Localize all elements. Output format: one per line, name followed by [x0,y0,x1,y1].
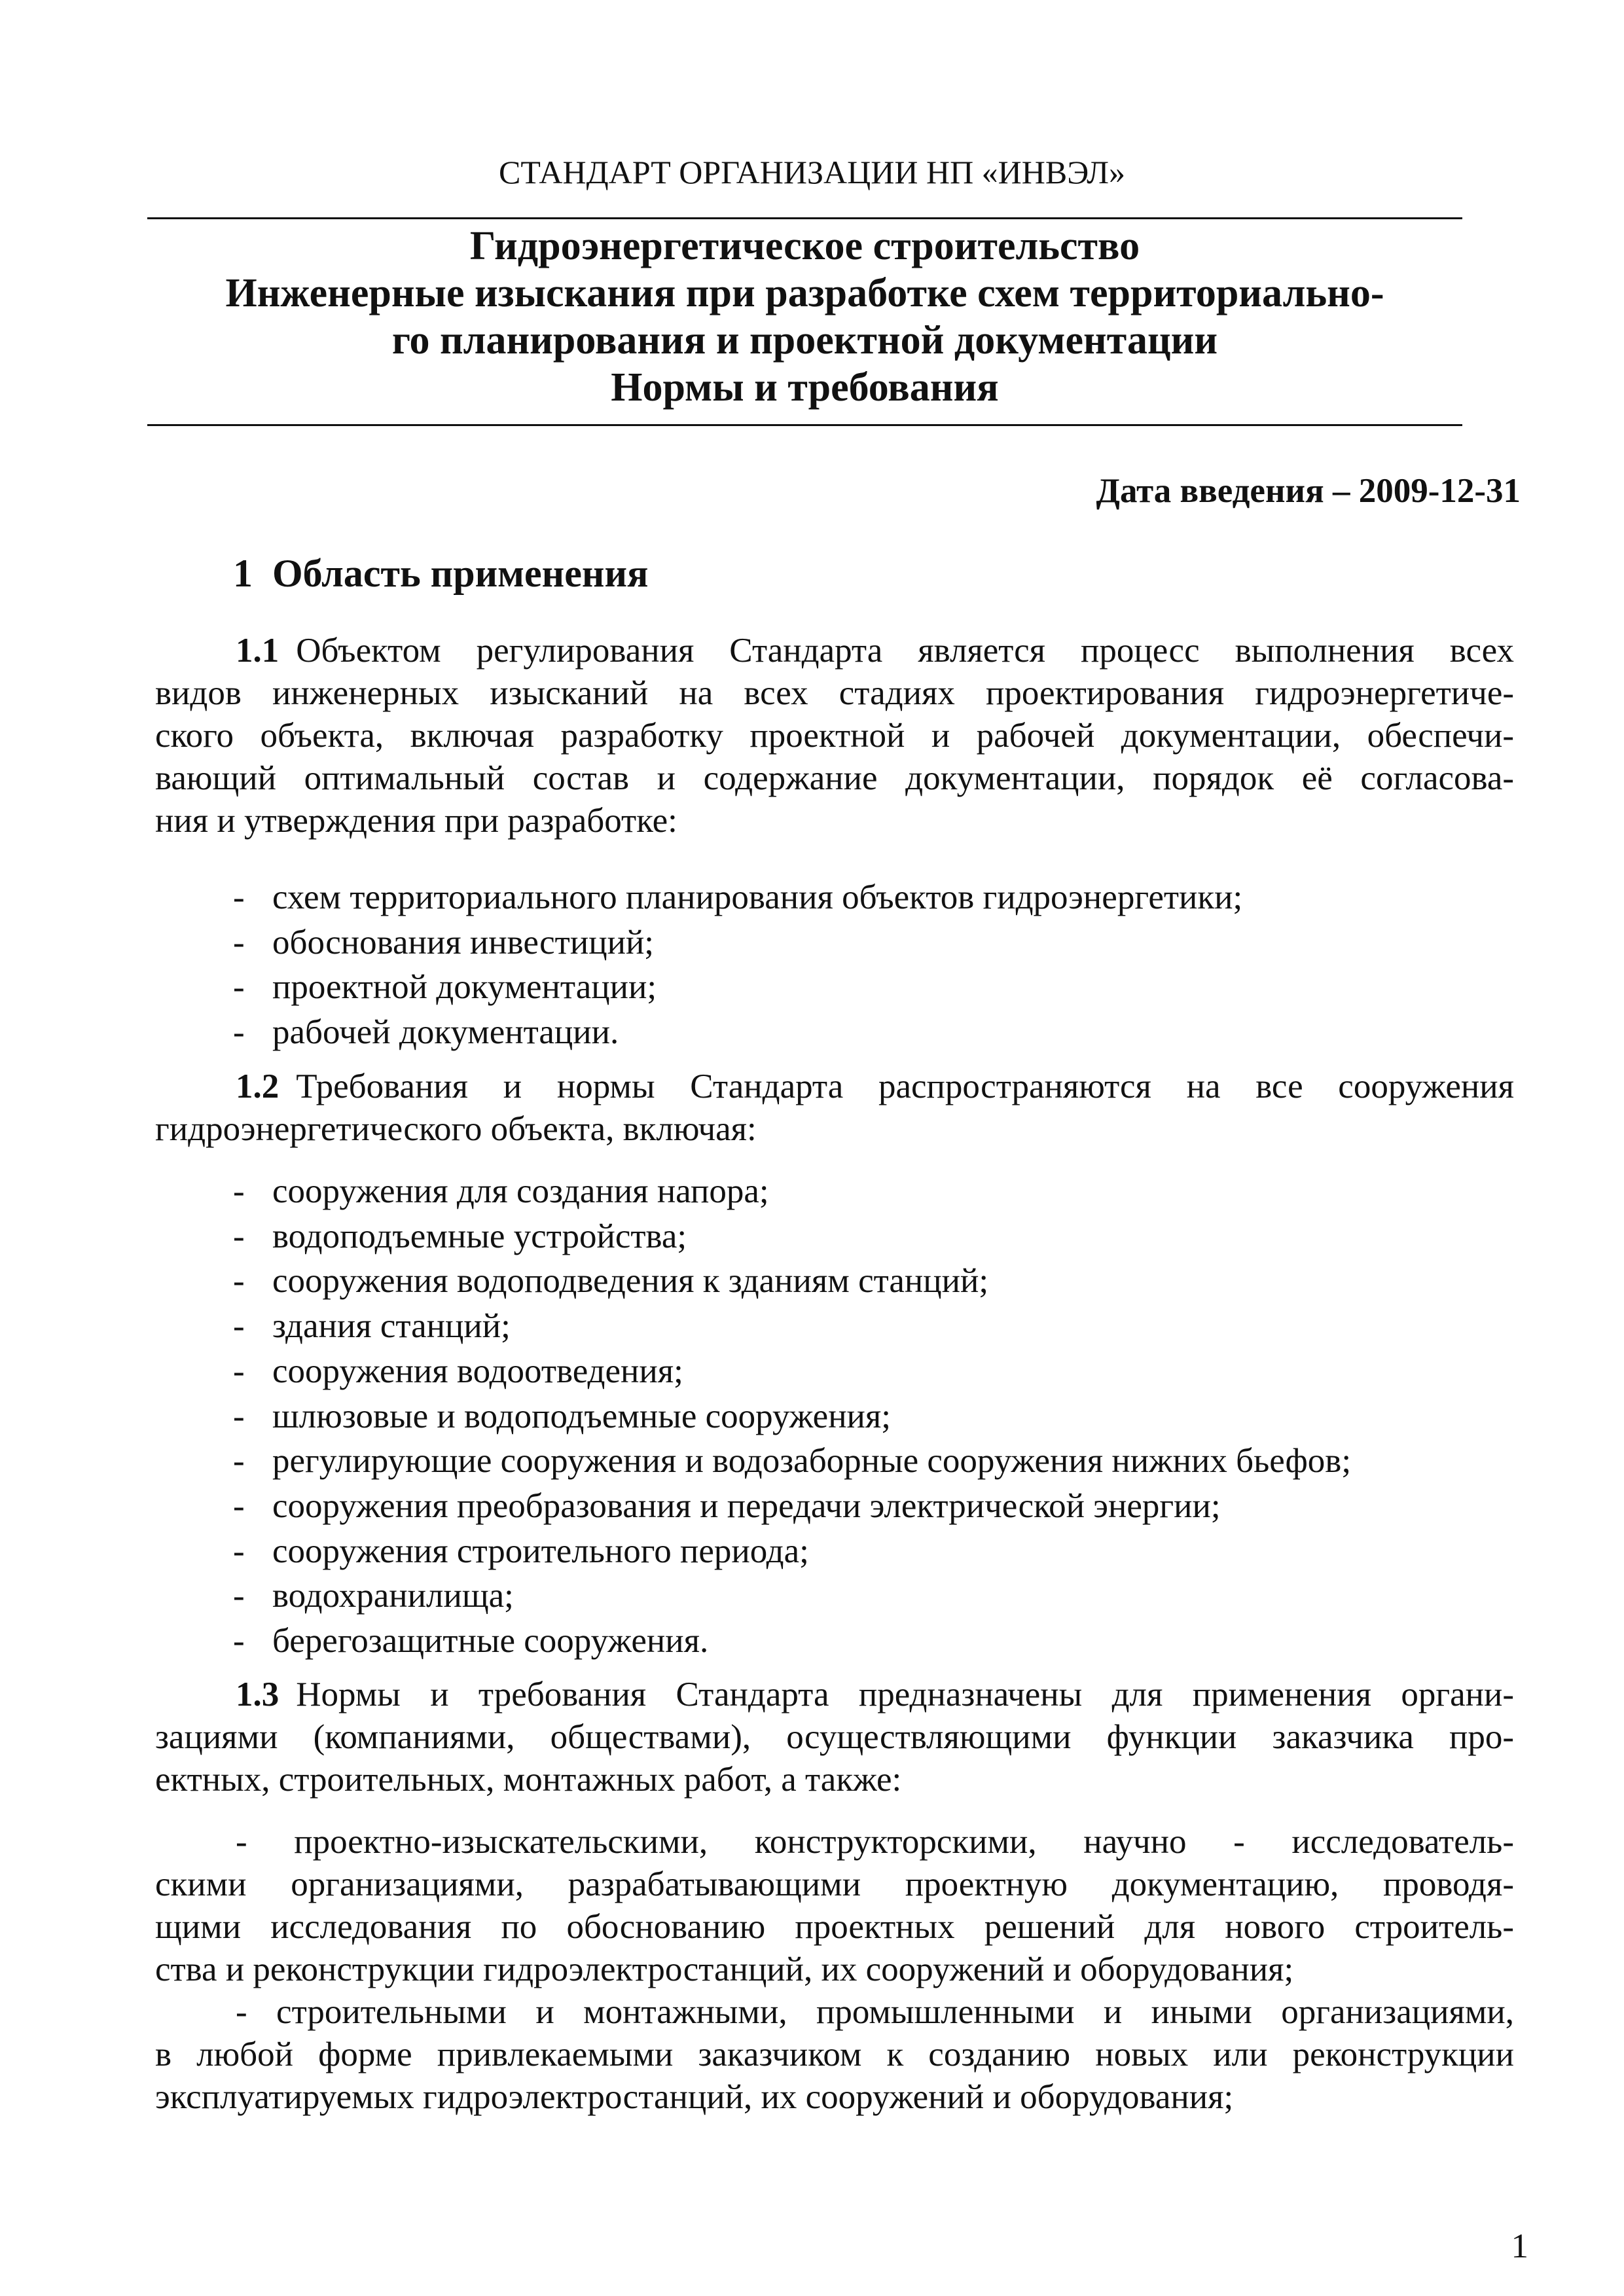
title-line: Гидроэнергетическое строительство [469,224,1140,268]
paragraph-line: видов инженерных изысканий на всех стадиях проектирования гидроэнергетиче- [155,674,1514,712]
list-1-1 [233,875,1509,1055]
page-number: 1 [1511,2227,1528,2265]
paragraph-line: ния и утверждения при разработке: [155,802,677,840]
list-item: - сооружения преобразования и передачи электрической энергии; [233,1486,1221,1525]
paragraph-line: скими организациями, разрабатывающими проектную документацию, проводя- [155,1865,1514,1903]
list-item: - схем территориального планирования объектов гидроэнергетики; [233,878,1243,916]
paragraph-line: вающий оптимальный состав и содержание документации, порядок её согласова- [155,759,1514,797]
paragraph-1-3-item-2 [155,1991,1514,2119]
list-item: - рабочей документации. [233,1013,619,1052]
paragraph-1-1 [155,630,1514,842]
paragraph-line: 1.1 Объектом регулирования Стандарта является процесс выполнения всех [236,632,1514,670]
section-title: Область применения [272,552,649,595]
list-item: - обоснования инвестиций; [233,923,655,961]
header-top-rule [147,217,1462,219]
list-item: - регулирующие сооружения и водозаборные сооружения нижних бьефов; [233,1442,1352,1480]
header-bottom-rule [147,424,1462,426]
paragraph-number: 1.2 [236,1067,280,1105]
organization-header: СТАНДАРТ ОРГАНИЗАЦИИ НП «ИНВЭЛ» [498,154,1126,190]
paragraph-1-3-item-1 [155,1821,1514,1991]
paragraph-line: эксплуатируемых гидроэлектростанций, их сооружений и оборудования; [155,2078,1234,2116]
title-line: го планирования и проектной документации [391,318,1218,363]
paragraph-1-3 [155,1674,1514,1801]
paragraph-line: ектных, строительных, монтажных работ, а также: [155,1761,902,1799]
paragraph-number: 1.1 [236,632,280,670]
paragraph-line: щими исследования по обоснованию проектных решений для нового строитель- [155,1908,1514,1946]
list-item: - водоподъемные устройства; [233,1217,687,1255]
section-heading [233,548,648,598]
paragraph-line: 1.2 Требования и нормы Стандарта распространяются на все сооружения [236,1067,1514,1105]
document-title [147,223,1462,411]
list-item: - проектной документации; [233,968,657,1007]
paragraph-line: зациями (компаниями, обществами), осуществляющими функции заказчика про- [155,1718,1514,1756]
title-line: Нормы и требования [611,365,999,410]
paragraph-line: - проектно-изыскательскими, конструкторскими, научно - исследователь- [236,1823,1514,1861]
paragraph-line: 1.3 Нормы и требования Стандарта предназначены для применения органи- [236,1676,1514,1713]
list-item: - сооружения строительного периода; [233,1532,809,1570]
paragraph-1-2 [155,1066,1514,1151]
introduction-date: Дата введения – 2009-12-31 [1096,472,1521,510]
paragraph-line: в любой форме привлекаемыми заказчиком к созданию новых или реконструкции [155,2036,1514,2073]
list-item: - сооружения водоотведения; [233,1352,683,1390]
list-item: - шлюзовые и водоподъемные сооружения; [233,1397,892,1435]
list-item: - здания станций; [233,1307,511,1346]
list-item: - берегозащитные сооружения. [233,1622,709,1660]
paragraph-line: ства и реконструкции гидроэлектростанций, их сооружений и оборудования; [155,1950,1294,1988]
paragraph-number: 1.3 [236,1676,280,1713]
section-number: 1 [233,552,253,595]
paragraph-line: гидроэнергетического объекта, включая: [155,1110,757,1148]
list-1-2 [233,1169,1509,1664]
list-item: - сооружения водоподведения к зданиям станций; [233,1262,989,1300]
title-line: Инженерные изыскания при разработке схем территориально- [225,271,1384,315]
paragraph-line: ского объекта, включая разработку проектной и рабочей документации, обеспечи- [155,717,1514,755]
paragraph-line: - строительными и монтажными, промышленными и иными организациями, [236,1993,1514,2031]
list-item: - водохранилища; [233,1577,514,1615]
list-item: - сооружения для создания напора; [233,1172,769,1210]
